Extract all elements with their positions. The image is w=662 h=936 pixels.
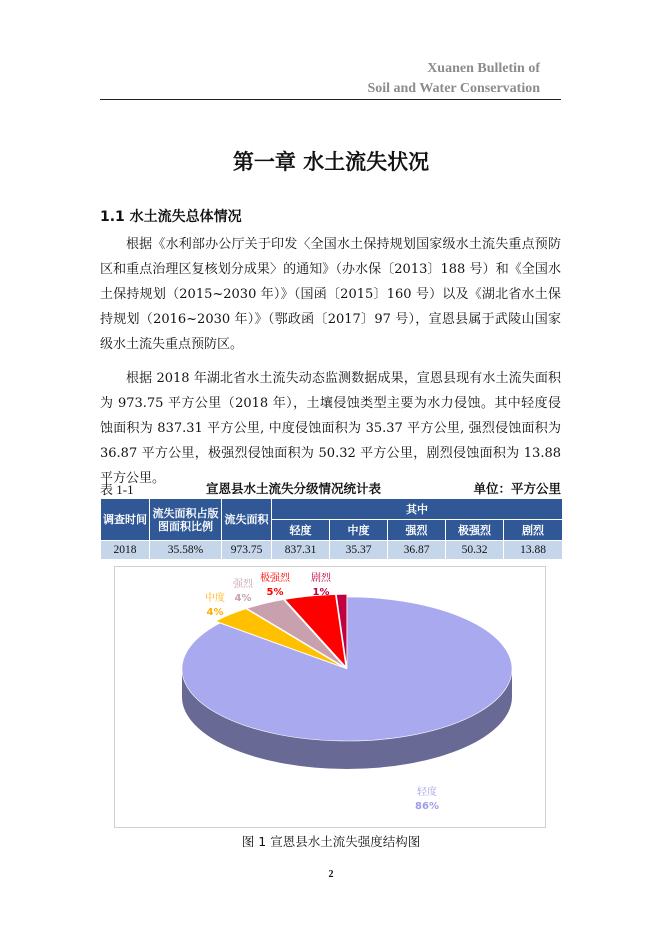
slice-percent-label: 1% [312,587,330,598]
slice-percent-label: 5% [266,587,284,598]
cell-value: 36.87 [388,541,446,560]
cell-value: 50.32 [446,541,504,560]
slice-label: 极强烈 [260,573,290,584]
col-header-level: 剧烈 [504,520,563,541]
table-title: 宣恩县水土流失分级情况统计表 [206,481,382,496]
header-divider [100,99,561,100]
col-header-time: 调查时间 [101,499,150,541]
figure-caption: 图 1 宣恩县水土流失强度结构图 [241,834,421,849]
slice-percent-label: 4% [234,593,252,604]
cell-area: 973.75 [222,541,272,560]
col-header-ratio-line1: 流失面积占版 [152,506,219,520]
slice-label: 剧烈 [311,573,331,584]
pie-chart [115,567,545,827]
col-header-ratio [150,499,222,541]
col-header-level: 极强烈 [446,520,504,541]
col-header-level: 强烈 [388,520,446,541]
col-header-level: 轻度 [272,520,330,541]
col-header-level: 中度 [330,520,388,541]
table-unit: 单位：平方公里 [473,481,561,496]
col-header-group: 其中 [272,499,563,520]
chapter-title: 第一章 水土流失状况 [232,150,430,174]
slice-label: 中度 [205,593,225,604]
cell-ratio: 35.58% [150,541,222,560]
page-number: 2 [328,869,334,880]
table-row [101,541,563,560]
slice-percent-label: 86% [415,801,439,812]
cell-time: 2018 [101,541,150,560]
col-header-area: 流失面积 [222,499,272,541]
header-journal-line1: Xuanen Bulletin of [427,61,540,76]
cell-value: 13.88 [504,541,563,560]
table-caption [100,479,561,497]
cell-value: 837.31 [272,541,330,560]
col-header-ratio-line2: 图面积比例 [158,519,213,533]
cell-value: 35.37 [330,541,388,560]
paragraph: 根据《水利部办公厅关于印发〈全国水土保持规划国家级水土流失重点预防区和重点治理区复核划分成果〉的通知》（办水保〔2013〕188 号）和《全国水土保持规划（2015~2030 年）》（国函〔2015〕160 号）以及《湖北省水土保持规划（2016~2030 年）》（鄂政函〔2017〕97 号），宣恩县属于武陵山国家级水土流失重点预防区。 [100,237,561,352]
pie-chart-frame [114,566,546,828]
section-title: 1.1 水土流失总体情况 [100,209,242,225]
paragraph: 根据 2018 年湖北省水土流失动态监测数据成果，宣恩县现有水土流失面积为 973.75 平方公里（2018 年），土壤侵蚀类型主要为水力侵蚀。其中轻度侵蚀面积为 837.31 平方公里, 中度侵蚀面积为 35.37 平方公里, 强烈侵蚀面积为 36.87 平方公里，极强烈侵蚀面积为 50.32 平方公里，剧烈侵蚀面积为 13.88 平方公里。 [100,371,561,486]
slice-label: 强烈 [233,579,253,590]
table-number: 表 1-1 [100,482,134,497]
header-journal-line2: Soil and Water Conservation [367,81,540,96]
erosion-table [100,498,563,560]
slice-label: 轻度 [417,787,437,798]
slice-percent-label: 4% [206,607,224,618]
